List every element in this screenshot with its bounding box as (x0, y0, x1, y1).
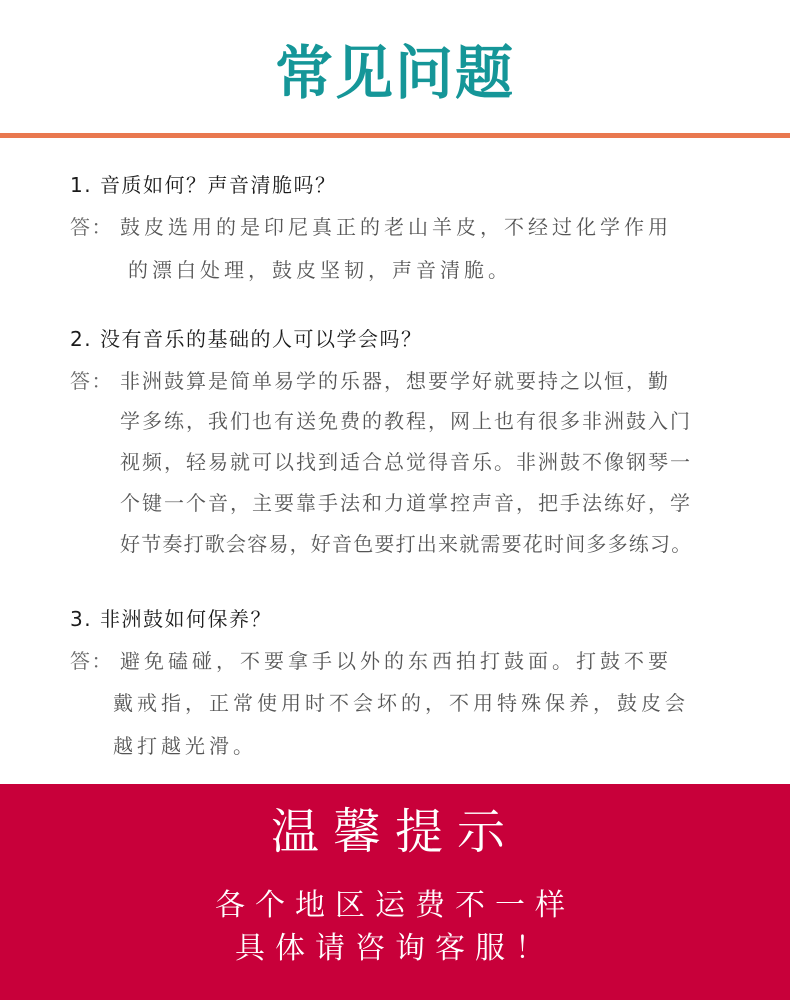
tips-banner (0, 784, 790, 1000)
faq-answer-line: 避免磕碰，不要拿手以外的东西拍打鼓面。打鼓不要 (120, 649, 672, 673)
faq-answer-line: 个键一个音，主要靠手法和力道掌控声音，把手法练好，学 (120, 491, 692, 515)
faq-answer-prefix: 答： (70, 649, 113, 673)
header-divider (0, 133, 790, 138)
faq-answer-line: 视频，轻易就可以找到适合总觉得音乐。非洲鼓不像钢琴一 (120, 450, 692, 474)
faq-question: 1. 音质如何？声音清脆吗？ (70, 173, 337, 197)
faq-answer-line: 非洲鼓算是简单易学的乐器，想要学好就要持之以恒，勤 (120, 369, 670, 393)
faq-answer-line: 好节奏打歌会容易，好音色要打出来就需要花时间多多练习。 (120, 532, 693, 556)
page-title: 常见问题 (274, 39, 515, 107)
tips-line-shipping: 各个地区运费不一样 (215, 888, 575, 923)
header (0, 0, 790, 136)
faq-answer-prefix: 答： (70, 369, 113, 393)
faq-answer-line: 的漂白处理，鼓皮坚韧，声音清脆。 (128, 258, 512, 282)
faq-answer-line: 戴戒指，正常使用时不会坏的，不用特殊保养，鼓皮会 (113, 691, 689, 715)
faq-answer-line: 鼓皮选用的是印尼真正的老山羊皮，不经过化学作用 (120, 215, 672, 239)
faq-question: 2. 没有音乐的基础的人可以学会吗？ (70, 327, 423, 351)
faq-answer-prefix: 答： (70, 215, 113, 239)
faq-answer-line: 学多练，我们也有送免费的教程，网上也有很多非洲鼓入门 (120, 409, 692, 433)
faq-question: 3. 非洲鼓如何保养？ (70, 607, 272, 631)
tips-title: 温馨提示 (270, 804, 519, 860)
faq-answer-line: 越打越光滑。 (113, 734, 257, 758)
tips-line-contact: 具体请咨询客服！ (235, 931, 555, 966)
